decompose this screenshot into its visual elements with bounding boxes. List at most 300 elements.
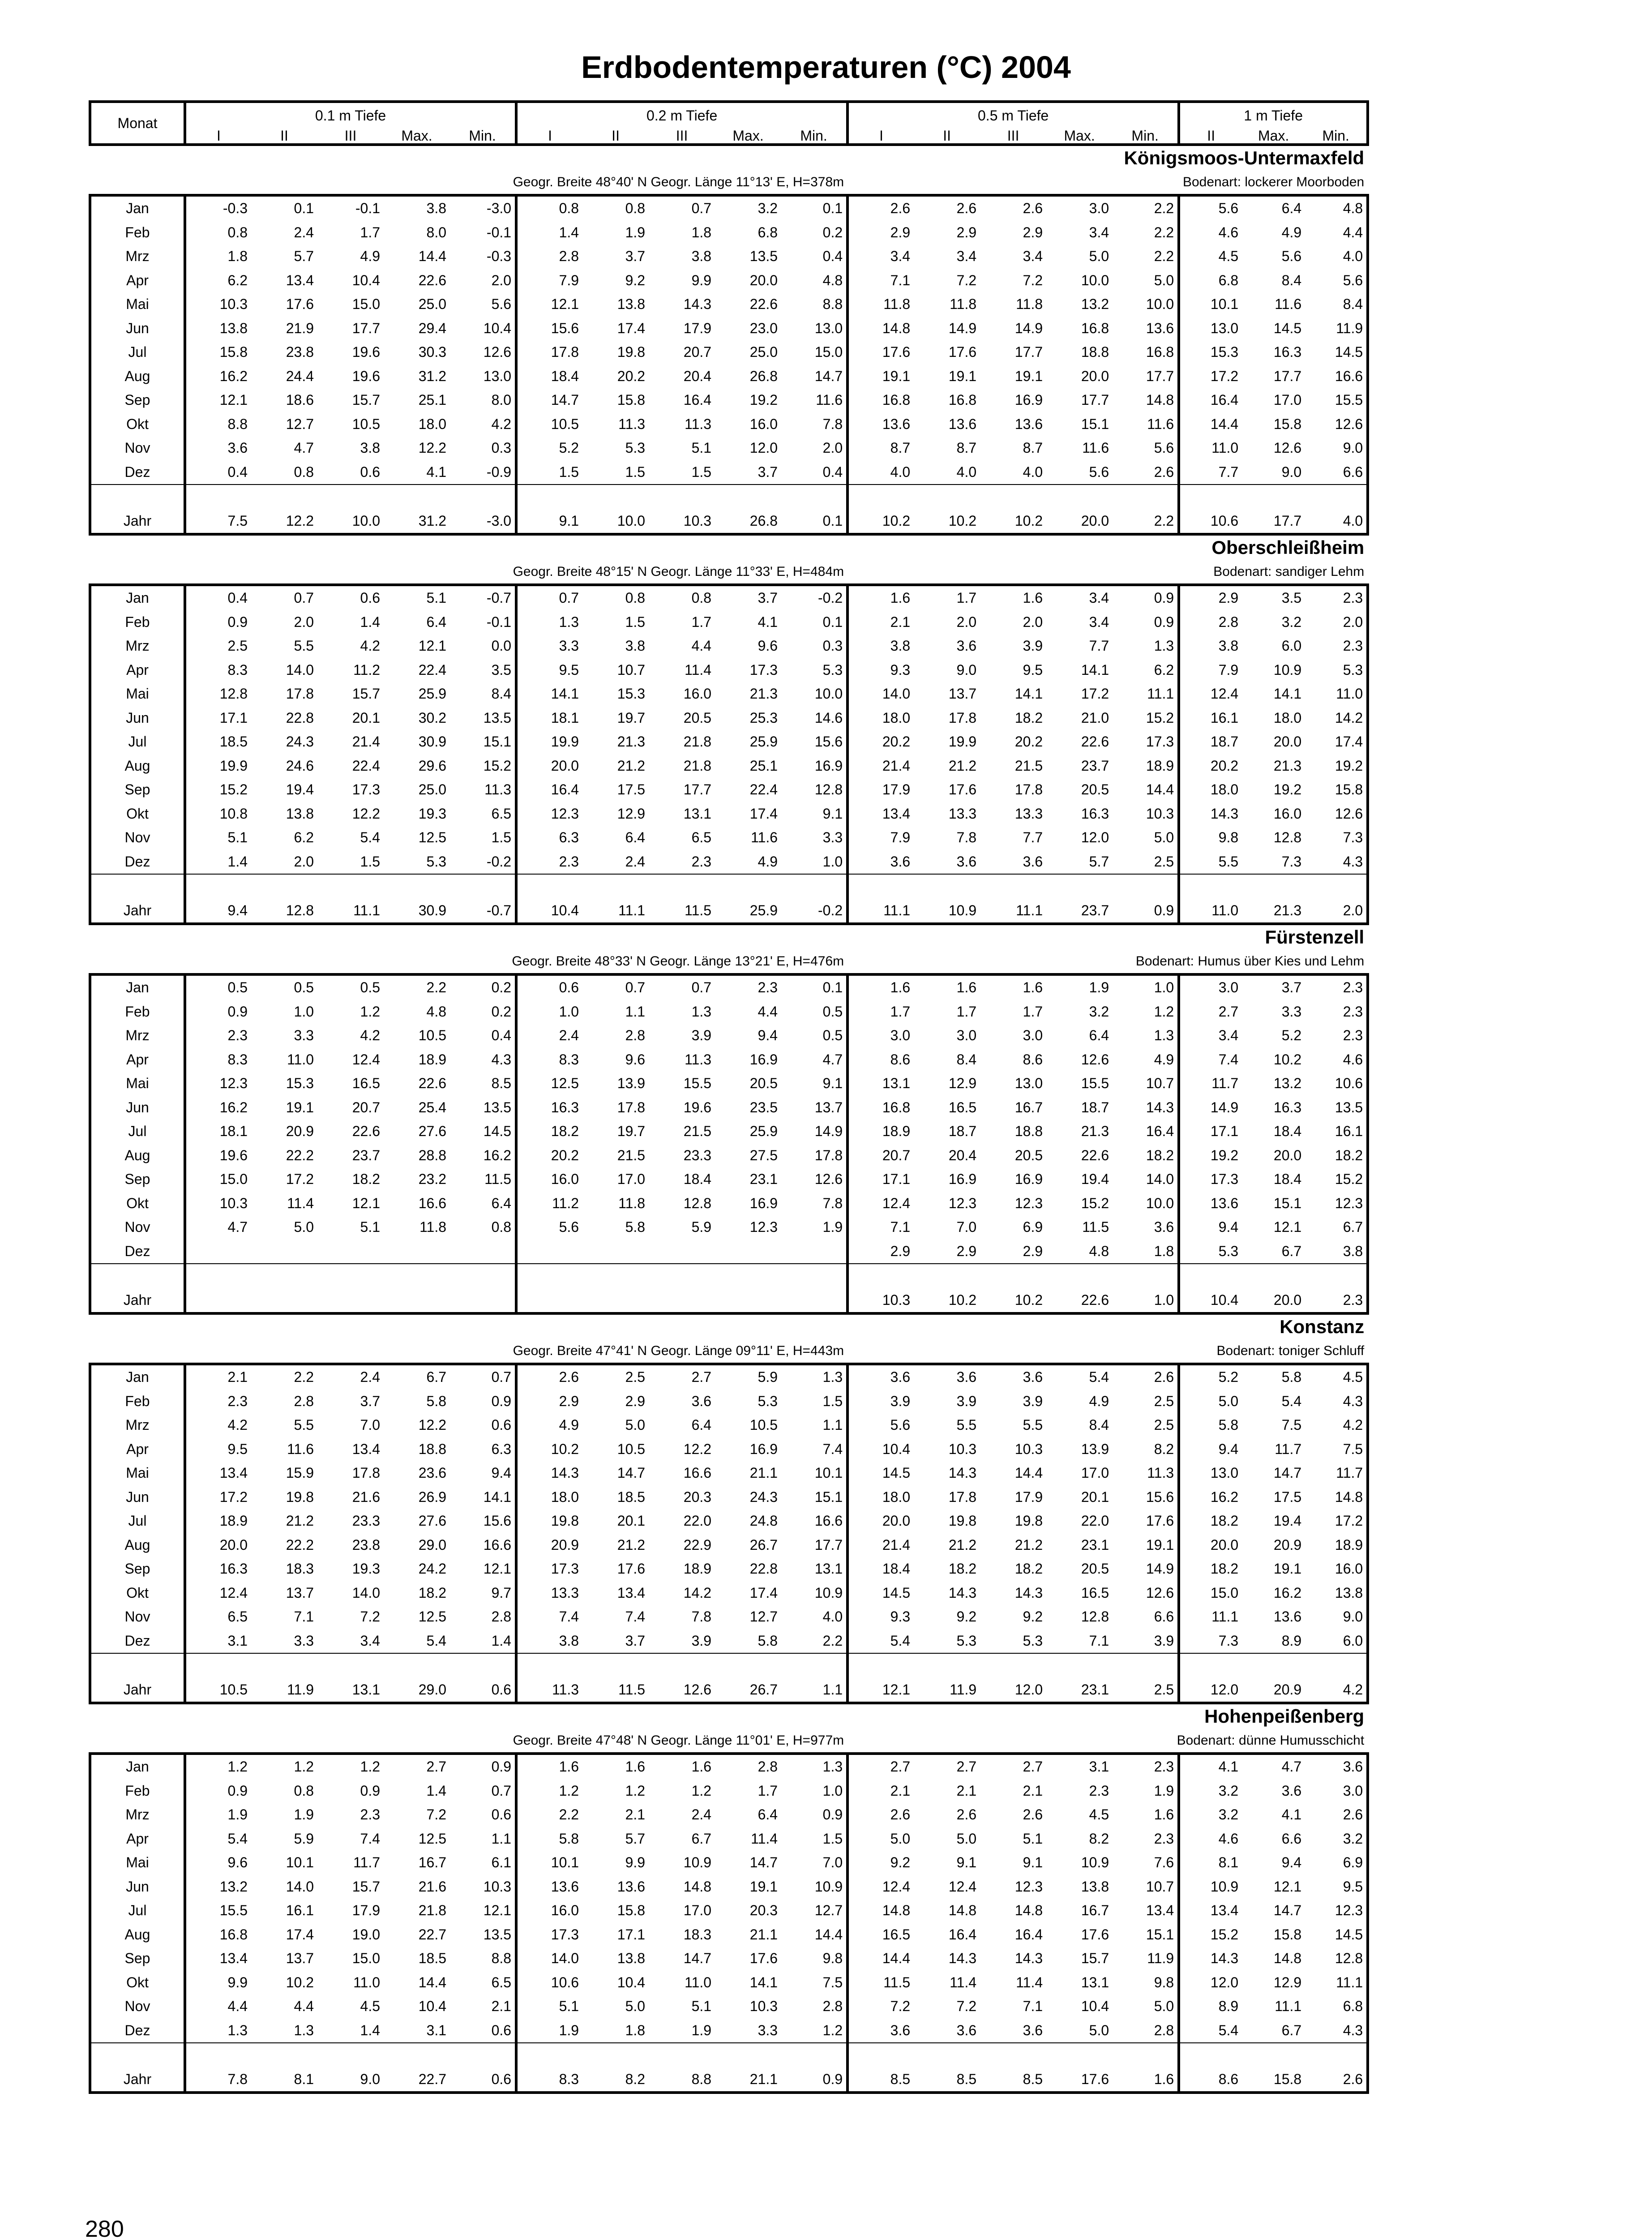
table-cell: 9.1 xyxy=(781,1072,847,1096)
table-cell: 25.3 xyxy=(749,709,778,726)
table-cell: 3.1 xyxy=(426,2022,446,2038)
table-cell: 15.6 xyxy=(450,1509,516,1533)
table-cell: 14.2 xyxy=(1305,706,1368,730)
table-cell: 3.0 xyxy=(1305,1779,1368,1803)
table-cell: 9.9 xyxy=(691,272,712,288)
table-cell: 21.0 xyxy=(1081,709,1109,726)
table-cell: 5.6 xyxy=(1113,436,1179,460)
table-cell: 4.8 xyxy=(1089,1243,1109,1259)
table-cell: 16.8 xyxy=(948,392,977,408)
table-cell: 5.4 xyxy=(890,1632,911,1649)
table-cell: 11.3 xyxy=(1113,1461,1179,1485)
year-cell: 20.0 xyxy=(1046,509,1113,535)
table-cell: 1.1 xyxy=(781,1413,847,1437)
month-label: Mrz xyxy=(90,1024,185,1048)
month-label: Sep xyxy=(90,1947,185,1971)
table-cell: 4.5 xyxy=(1089,1806,1109,1823)
table-cell: 16.7 xyxy=(418,1854,446,1870)
month-label: Aug xyxy=(90,1144,185,1168)
table-cell: 5.7 xyxy=(1089,853,1109,870)
table-cell: 10.1 xyxy=(551,1854,579,1870)
table-cell: 5.7 xyxy=(294,248,314,264)
column-header: I xyxy=(516,128,582,145)
table-cell: 3.6 xyxy=(1023,853,1043,870)
table-row xyxy=(90,388,1368,412)
table-cell: 30.9 xyxy=(418,733,446,750)
table-row xyxy=(90,436,1368,460)
table-cell: 17.6 xyxy=(948,781,977,798)
table-cell: 1.3 xyxy=(294,2022,314,2038)
table-cell: 2.4 xyxy=(691,1806,712,1823)
table-cell: 16.0 xyxy=(551,1171,579,1187)
table-cell: 9.7 xyxy=(450,1581,516,1605)
table-row xyxy=(90,1072,1368,1096)
table-cell: 3.9 xyxy=(1113,1629,1179,1654)
table-cell: 5.0 xyxy=(956,1830,977,1847)
table-cell: 17.7 xyxy=(1081,392,1109,408)
table-cell xyxy=(582,1240,649,1264)
table-cell: 17.1 xyxy=(882,1171,911,1187)
year-cell: 10.2 xyxy=(914,1288,980,1314)
table-cell: 9.9 xyxy=(227,1974,248,1990)
table-cell: 12.5 xyxy=(551,1075,579,1091)
year-cell: 8.1 xyxy=(251,2067,317,2093)
table-cell: 8.0 xyxy=(450,388,516,412)
table-cell: 1.6 xyxy=(516,1754,582,1779)
table-cell: 7.4 xyxy=(1218,1051,1239,1068)
table-cell: 19.4 xyxy=(286,781,314,798)
table-cell: 19.1 xyxy=(286,1099,314,1115)
month-label: Feb xyxy=(90,1779,185,1803)
table-cell: 2.5 xyxy=(1113,1390,1179,1414)
table-cell: 9.8 xyxy=(1113,1971,1179,1995)
table-cell: 13.7 xyxy=(781,1096,847,1120)
table-cell: 1.6 xyxy=(914,974,980,1000)
table-cell: 10.4 xyxy=(352,272,380,288)
table-cell: 1.9 xyxy=(1046,974,1113,1000)
table-cell: 16.0 xyxy=(749,416,778,432)
table-cell: 15.2 xyxy=(1210,1926,1239,1943)
table-cell: 1.2 xyxy=(360,1003,380,1020)
table-cell: 0.1 xyxy=(781,974,847,1000)
table-cell: 1.5 xyxy=(625,463,646,480)
year-label: Jahr xyxy=(90,1288,185,1314)
table-cell: 20.1 xyxy=(617,1513,646,1529)
table-cell: 3.3 xyxy=(1281,1003,1302,1020)
table-cell: 13.5 xyxy=(450,1096,516,1120)
table-cell: 5.1 xyxy=(691,440,712,456)
table-cell: 5.0 xyxy=(890,1830,911,1847)
table-cell: 18.4 xyxy=(1273,1123,1302,1139)
station-coordinates: Geogr. Breite 48°33' N Geogr. Länge 13°21' E, H=476m xyxy=(512,953,844,969)
table-cell: 4.5 xyxy=(360,1998,380,2014)
table-cell: 27.6 xyxy=(418,1513,446,1529)
table-cell: 17.7 xyxy=(1113,365,1179,389)
table-cell: 2.0 xyxy=(1305,610,1368,635)
table-cell: 1.4 xyxy=(227,853,248,870)
month-label: Apr xyxy=(90,269,185,293)
year-cell: 13.1 xyxy=(317,1678,384,1703)
table-cell: 2.7 xyxy=(1218,1003,1239,1020)
year-cell: 20.0 xyxy=(1242,1288,1305,1314)
table-cell: 3.0 xyxy=(1023,1027,1043,1043)
table-cell: 4.2 xyxy=(360,638,380,654)
table-cell: 4.7 xyxy=(781,1048,847,1072)
table-cell: 20.5 xyxy=(749,1075,778,1091)
table-cell: 9.4 xyxy=(1218,1441,1239,1457)
table-cell: 12.7 xyxy=(749,1608,778,1625)
table-cell: 7.1 xyxy=(890,1219,911,1235)
table-cell: 8.4 xyxy=(1281,272,1302,288)
table-cell: 5.9 xyxy=(294,1830,314,1847)
table-cell: 1.2 xyxy=(781,2019,847,2043)
table-cell: 20.1 xyxy=(1081,1488,1109,1505)
table-cell: 16.3 xyxy=(219,1561,248,1577)
year-cell: 11.1 xyxy=(847,899,914,924)
soil-temperature-table xyxy=(89,100,1369,2094)
table-cell: 10.4 xyxy=(882,1441,911,1457)
table-cell: 10.3 xyxy=(450,1875,516,1899)
table-cell: 2.9 xyxy=(890,1243,911,1259)
table-cell: 2.8 xyxy=(781,1995,847,2019)
month-label: Sep xyxy=(90,778,185,802)
table-cell: 16.3 xyxy=(1273,1099,1302,1115)
table-row xyxy=(90,1995,1368,2019)
table-cell: 21.8 xyxy=(683,733,712,750)
table-cell: 16.7 xyxy=(1081,1902,1109,1918)
table-cell: 12.6 xyxy=(1305,802,1368,826)
table-cell: 18.2 xyxy=(948,1561,977,1577)
table-cell: 12.8 xyxy=(219,686,248,702)
table-cell: 6.6 xyxy=(1305,460,1368,485)
table-cell: 2.2 xyxy=(1113,244,1179,269)
table-cell: 13.8 xyxy=(286,805,314,822)
table-cell: 17.8 xyxy=(781,1144,847,1168)
table-cell: 12.4 xyxy=(1210,686,1239,702)
table-cell: 12.4 xyxy=(882,1195,911,1211)
table-cell: 9.6 xyxy=(625,1051,646,1068)
table-cell: 17.2 xyxy=(219,1488,248,1505)
table-cell: 17.3 xyxy=(551,1561,579,1577)
table-cell: 13.1 xyxy=(683,805,712,822)
table-cell: 3.0 xyxy=(1179,974,1242,1000)
table-cell: 14.0 xyxy=(882,686,911,702)
table-cell: 18.8 xyxy=(418,1441,446,1457)
table-cell: 16.8 xyxy=(1081,320,1109,336)
table-cell: 3.7 xyxy=(1242,974,1305,1000)
table-cell: 10.3 xyxy=(749,1998,778,2014)
year-summary-row xyxy=(90,509,1368,535)
year-cell: 11.3 xyxy=(516,1678,582,1703)
year-cell: 21.1 xyxy=(715,2067,781,2093)
table-cell: 6.4 xyxy=(1242,195,1305,221)
table-cell: 29.6 xyxy=(418,757,446,774)
year-cell: 10.2 xyxy=(914,509,980,535)
table-cell: 19.6 xyxy=(352,368,380,384)
table-cell: 12.0 xyxy=(1210,1974,1239,1990)
year-cell: -3.0 xyxy=(450,509,516,535)
spacer-row xyxy=(90,874,1368,899)
table-cell: 16.4 xyxy=(683,392,712,408)
year-cell: 10.5 xyxy=(185,1678,251,1703)
table-cell: 17.1 xyxy=(1210,1123,1239,1139)
table-cell: 2.7 xyxy=(847,1754,914,1779)
year-cell: 17.6 xyxy=(1046,2067,1113,2093)
table-cell: 15.3 xyxy=(1210,344,1239,360)
table-cell: 21.8 xyxy=(683,757,712,774)
table-cell: 12.3 xyxy=(1305,1192,1368,1216)
table-cell: 2.3 xyxy=(559,853,579,870)
table-cell: 7.4 xyxy=(360,1830,380,1847)
table-cell: 7.1 xyxy=(1023,1998,1043,2014)
table-cell: 2.9 xyxy=(1179,585,1242,610)
table-cell: 18.7 xyxy=(1081,1099,1109,1115)
table-cell: 3.6 xyxy=(1305,1754,1368,1779)
table-cell: 13.0 xyxy=(1014,1075,1043,1091)
table-cell: 18.4 xyxy=(1273,1171,1302,1187)
table-cell: 16.2 xyxy=(1210,1488,1239,1505)
month-label: Mrz xyxy=(90,244,185,269)
table-cell: 23.7 xyxy=(1081,757,1109,774)
table-cell: -0.1 xyxy=(450,221,516,245)
page-title: Erdbodentemperaturen (°C) 2004 xyxy=(581,50,1071,85)
column-header: III xyxy=(317,128,384,145)
table-cell: 0.8 xyxy=(294,1782,314,1799)
month-label: Jun xyxy=(90,706,185,730)
table-cell: 18.7 xyxy=(1210,733,1239,750)
year-summary-row xyxy=(90,2067,1368,2093)
table-cell: 5.0 xyxy=(625,1998,646,2014)
table-cell: 5.6 xyxy=(450,292,516,317)
table-cell: 5.2 xyxy=(1179,1364,1242,1390)
table-cell: 16.9 xyxy=(1014,392,1043,408)
table-cell: 26.8 xyxy=(749,368,778,384)
table-cell: 13.7 xyxy=(286,1584,314,1601)
table-cell: 14.8 xyxy=(882,320,911,336)
table-cell: 3.7 xyxy=(360,1393,380,1409)
table-cell: 12.3 xyxy=(219,1075,248,1091)
table-cell: 15.9 xyxy=(286,1465,314,1481)
table-cell: 10.0 xyxy=(1113,292,1179,317)
table-cell: 2.8 xyxy=(715,1754,781,1779)
table-cell: 3.6 xyxy=(956,853,977,870)
table-cell: 1.4 xyxy=(559,224,579,240)
table-cell: 11.1 xyxy=(1211,1608,1239,1625)
table-cell: 4.5 xyxy=(1218,248,1239,264)
table-cell: 19.8 xyxy=(286,1488,314,1505)
table-cell: 17.2 xyxy=(1210,368,1239,384)
table-cell: 13.6 xyxy=(948,416,977,432)
table-cell: 3.9 xyxy=(1023,1393,1043,1409)
table-cell: 7.2 xyxy=(956,1998,977,2014)
table-cell: 9.2 xyxy=(625,272,646,288)
table-cell: 20.7 xyxy=(882,1147,911,1163)
table-cell: 10.9 xyxy=(1273,661,1302,678)
year-cell: 12.6 xyxy=(649,1678,715,1703)
table-cell: 2.1 xyxy=(956,1782,977,1799)
table-cell: 5.2 xyxy=(1281,1027,1302,1043)
table-cell: 3.2 xyxy=(1218,1782,1239,1799)
table-cell: 0.9 xyxy=(450,1754,516,1779)
table-cell: 13.2 xyxy=(219,1878,248,1895)
table-cell: 14.8 xyxy=(1305,1485,1368,1510)
header-row-columns xyxy=(90,128,1368,145)
table-cell: 5.3 xyxy=(1305,658,1368,682)
table-cell: 1.4 xyxy=(450,1629,516,1654)
table-cell: 20.2 xyxy=(551,1147,579,1163)
table-cell: 1.3 xyxy=(691,1003,712,1020)
table-cell: 15.3 xyxy=(286,1075,314,1091)
table-cell: 18.9 xyxy=(882,1123,911,1139)
table-cell: 13.3 xyxy=(948,805,977,822)
table-cell: 3.7 xyxy=(625,248,646,264)
table-cell: 2.3 xyxy=(1089,1782,1109,1799)
table-cell: 4.3 xyxy=(1305,1390,1368,1414)
table-cell: 9.5 xyxy=(1305,1875,1368,1899)
table-cell: 14.4 xyxy=(418,248,446,264)
table-cell: 1.2 xyxy=(185,1754,251,1779)
table-cell: 5.6 xyxy=(559,1219,579,1235)
table-cell: 8.5 xyxy=(450,1072,516,1096)
month-label: Aug xyxy=(90,1533,185,1557)
table-cell: 19.7 xyxy=(617,1123,646,1139)
table-cell: 9.5 xyxy=(559,661,579,678)
table-cell: 22.8 xyxy=(749,1561,778,1577)
table-cell: 4.0 xyxy=(1023,463,1043,480)
table-cell: 5.4 xyxy=(1281,1393,1302,1409)
table-cell: 3.6 xyxy=(980,1364,1046,1390)
table-cell: 5.1 xyxy=(227,829,248,845)
month-label: Mai xyxy=(90,1072,185,1096)
table-cell: 3.6 xyxy=(227,440,248,456)
table-cell: 12.9 xyxy=(1273,1974,1302,1990)
table-cell: 5.8 xyxy=(625,1219,646,1235)
table-cell: 22.0 xyxy=(683,1513,712,1529)
year-cell xyxy=(715,1288,781,1314)
table-row xyxy=(90,1827,1368,1851)
table-cell: 8.1 xyxy=(1218,1854,1239,1870)
table-row xyxy=(90,340,1368,365)
table-cell: 3.6 xyxy=(956,638,977,654)
table-cell: 24.4 xyxy=(286,368,314,384)
table-cell: 20.4 xyxy=(948,1147,977,1163)
year-cell: 0.9 xyxy=(781,2067,847,2093)
table-cell: 9.0 xyxy=(1305,436,1368,460)
table-cell: 3.9 xyxy=(691,1632,712,1649)
month-label: Aug xyxy=(90,365,185,389)
year-cell: 29.0 xyxy=(384,1678,450,1703)
table-cell: 14.7 xyxy=(617,1465,646,1481)
table-cell: 24.6 xyxy=(286,757,314,774)
year-cell: 8.5 xyxy=(847,2067,914,2093)
table-cell: 14.5 xyxy=(882,1584,911,1601)
station-info-row xyxy=(90,1339,1368,1364)
table-row xyxy=(90,682,1368,706)
column-header: II xyxy=(582,128,649,145)
table-cell: 17.0 xyxy=(1081,1465,1109,1481)
station-name-row xyxy=(90,1313,1368,1339)
table-cell: 2.1 xyxy=(890,613,911,630)
table-cell: 14.3 xyxy=(1113,1096,1179,1120)
table-cell: 5.1 xyxy=(691,1998,712,2014)
month-label: Mai xyxy=(90,682,185,706)
table-cell: 18.8 xyxy=(1014,1123,1043,1139)
table-cell: 20.0 xyxy=(1210,1536,1239,1553)
table-cell: 8.3 xyxy=(559,1051,579,1068)
table-cell: 1.3 xyxy=(781,1754,847,1779)
table-cell: 2.8 xyxy=(294,1393,314,1409)
table-cell: 10.4 xyxy=(418,1998,446,2014)
table-row xyxy=(90,802,1368,826)
table-cell: 18.4 xyxy=(551,368,579,384)
table-cell: 3.8 xyxy=(691,248,712,264)
year-cell: 11.5 xyxy=(582,1678,649,1703)
station-name: Hohenpeißenberg xyxy=(1204,1706,1365,1727)
table-cell: 2.6 xyxy=(956,1806,977,1823)
table-cell: 3.7 xyxy=(715,585,781,610)
table-cell: 15.5 xyxy=(1305,388,1368,412)
table-cell: 2.3 xyxy=(360,1806,380,1823)
table-cell: 16.9 xyxy=(948,1171,977,1187)
table-cell: 16.2 xyxy=(450,1144,516,1168)
table-cell: 21.3 xyxy=(749,686,778,702)
table-cell: 22.2 xyxy=(286,1147,314,1163)
year-cell: 10.4 xyxy=(1179,1288,1242,1314)
year-label: Jahr xyxy=(90,509,185,535)
table-cell: 3.4 xyxy=(1023,248,1043,264)
table-cell: 18.2 xyxy=(1014,1561,1043,1577)
table-cell: 11.0 xyxy=(685,1974,712,1990)
table-cell: 14.7 xyxy=(683,1950,712,1966)
table-cell: 18.0 xyxy=(418,416,446,432)
table-cell: 3.8 xyxy=(1305,1240,1368,1264)
month-label: Jun xyxy=(90,317,185,341)
month-label: Jan xyxy=(90,585,185,610)
table-cell: 1.3 xyxy=(1113,1024,1179,1048)
table-cell: 0.5 xyxy=(251,974,317,1000)
month-label: Okt xyxy=(90,1971,185,1995)
table-cell: 16.2 xyxy=(1273,1584,1302,1601)
table-cell: 6.2 xyxy=(294,829,314,845)
month-label: Apr xyxy=(90,1827,185,1851)
table-cell: 18.0 xyxy=(882,709,911,726)
month-label: Mrz xyxy=(90,1413,185,1437)
table-cell: 10.3 xyxy=(1014,1441,1043,1457)
table-cell: 17.1 xyxy=(617,1926,646,1943)
year-cell xyxy=(317,1288,384,1314)
table-cell: 2.5 xyxy=(1113,1413,1179,1437)
table-cell: 9.1 xyxy=(1023,1854,1043,1870)
table-cell: 1.7 xyxy=(758,1782,778,1799)
table-cell: 0.8 xyxy=(649,585,715,610)
table-cell: 17.4 xyxy=(749,805,778,822)
year-cell: 31.2 xyxy=(384,509,450,535)
table-cell: 0.6 xyxy=(450,1803,516,1827)
table-cell: 19.2 xyxy=(1273,781,1302,798)
table-cell: 3.0 xyxy=(890,1027,911,1043)
table-cell: 0.7 xyxy=(450,1779,516,1803)
table-cell: 20.9 xyxy=(1273,1536,1302,1553)
table-cell: 15.6 xyxy=(1113,1485,1179,1510)
table-cell: 9.1 xyxy=(956,1854,977,1870)
table-cell: 0.4 xyxy=(227,463,248,480)
table-cell: 7.4 xyxy=(625,1608,646,1625)
table-cell: 2.6 xyxy=(890,1806,911,1823)
table-cell: 6.8 xyxy=(1305,1995,1368,2019)
table-cell: 7.0 xyxy=(360,1417,380,1433)
table-cell: 1.6 xyxy=(980,585,1046,610)
table-cell: 12.6 xyxy=(1081,1051,1109,1068)
